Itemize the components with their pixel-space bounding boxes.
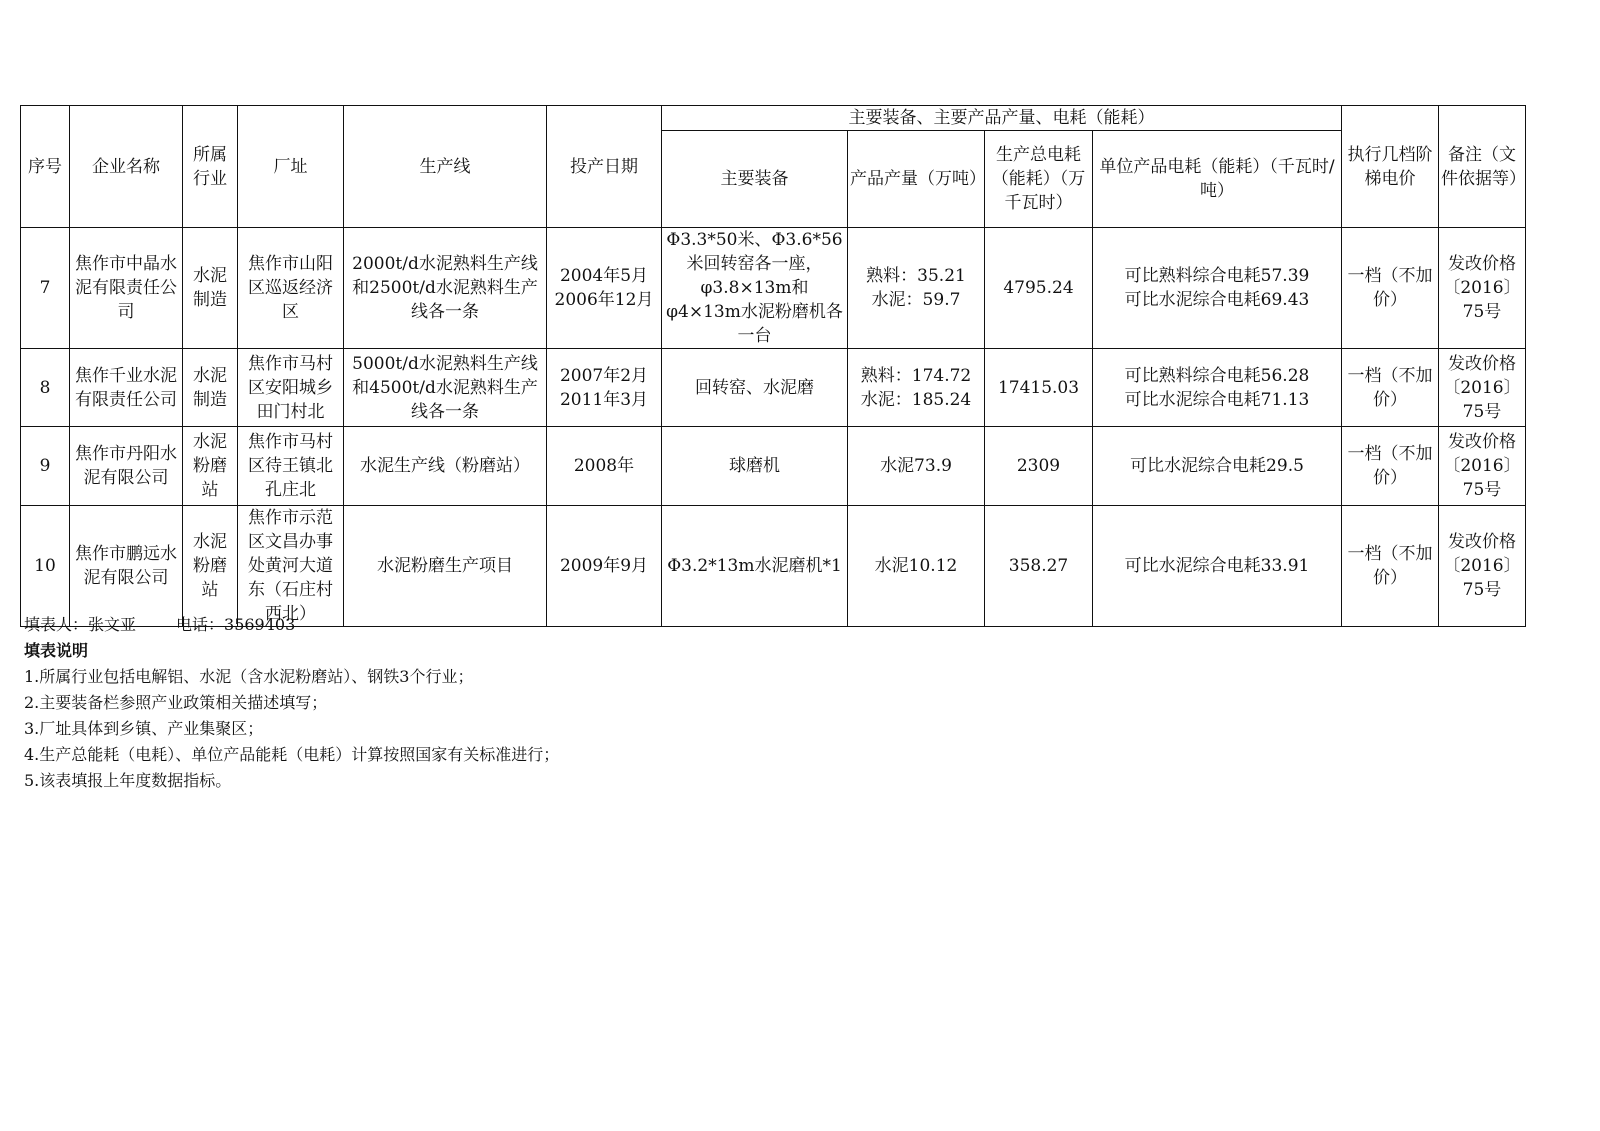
cell-industry: 水泥粉磨站 [183, 506, 238, 627]
cell-total: 358.27 [985, 506, 1093, 627]
cell-line: 水泥生产线（粉磨站） [344, 427, 547, 506]
cell-industry: 水泥制造 [183, 349, 238, 427]
cell-tier: 一档（不加价） [1342, 506, 1439, 627]
cell-seq: 7 [21, 228, 70, 349]
cell-industry: 水泥粉磨站 [183, 427, 238, 506]
cell-date: 2007年2月 2011年3月 [547, 349, 662, 427]
cell-remark: 发改价格〔2016〕75号 [1439, 427, 1526, 506]
cell-remark: 发改价格〔2016〕75号 [1439, 228, 1526, 349]
cell-industry: 水泥制造 [183, 228, 238, 349]
cell-output: 水泥73.9 [848, 427, 985, 506]
cell-date: 2004年5月 2006年12月 [547, 228, 662, 349]
cell-address: 焦作市马村区安阳城乡田门村北 [238, 349, 344, 427]
cell-unit: 可比熟料综合电耗57.39 可比水泥综合电耗69.43 [1093, 228, 1342, 349]
note-item: 4.生产总能耗（电耗）、单位产品能耗（电耗）计算按照国家有关标准进行； [24, 745, 560, 764]
cell-remark: 发改价格〔2016〕75号 [1439, 506, 1526, 627]
filler-phone: 电话：3569403 [176, 615, 296, 634]
header-output: 产品产量（万吨） [848, 131, 985, 228]
cell-line: 水泥粉磨生产项目 [344, 506, 547, 627]
cell-line: 5000t/d水泥熟料生产线和4500t/d水泥熟料生产线各一条 [344, 349, 547, 427]
cell-unit: 可比熟料综合电耗56.28 可比水泥综合电耗71.13 [1093, 349, 1342, 427]
table-row [21, 427, 1526, 506]
cell-output: 熟料：35.21 水泥：59.7 [848, 228, 985, 349]
cell-seq: 9 [21, 427, 70, 506]
cell-equipment: 回转窑、水泥磨 [662, 349, 848, 427]
cell-tier: 一档（不加价） [1342, 427, 1439, 506]
header-equipment: 主要装备 [662, 131, 848, 228]
cell-company: 焦作千业水泥有限责任公司 [70, 349, 183, 427]
cell-company: 焦作市中晶水泥有限责任公司 [70, 228, 183, 349]
header-seq: 序号 [21, 106, 70, 228]
cell-remark: 发改价格〔2016〕75号 [1439, 349, 1526, 427]
note-item: 5.该表填报上年度数据指标。 [24, 771, 232, 790]
cell-date: 2008年 [547, 427, 662, 506]
table-row [21, 349, 1526, 427]
notes-title: 填表说明 [24, 641, 89, 660]
header-address: 厂址 [238, 106, 344, 228]
header-unit: 单位产品电耗（能耗）（千瓦时/吨） [1093, 131, 1342, 228]
cell-date: 2009年9月 [547, 506, 662, 627]
header-tier: 执行几档阶梯电价 [1342, 106, 1439, 228]
cell-company: 焦作市丹阳水泥有限公司 [70, 427, 183, 506]
header-date: 投产日期 [547, 106, 662, 228]
header-industry: 所属行业 [183, 106, 238, 228]
note-item: 2.主要装备栏参照产业政策相关描述填写； [24, 693, 328, 712]
cell-output: 熟料：174.72 水泥：185.24 [848, 349, 985, 427]
filler-name: 填表人：张文亚 [24, 615, 137, 634]
table-row [21, 228, 1526, 349]
cell-seq: 10 [21, 506, 70, 627]
cell-address: 焦作市示范区文昌办事处黄河大道东（石庄村西北） [238, 506, 344, 627]
header-total: 生产总电耗（能耗）（万千瓦时） [985, 131, 1093, 228]
cell-total: 17415.03 [985, 349, 1093, 427]
header-remark: 备注（文件依据等） [1439, 106, 1526, 228]
cell-tier: 一档（不加价） [1342, 228, 1439, 349]
cell-total: 4795.24 [985, 228, 1093, 349]
data-table [20, 105, 1526, 627]
cell-seq: 8 [21, 349, 70, 427]
header-company: 企业名称 [70, 106, 183, 228]
cell-company: 焦作市鹏远水泥有限公司 [70, 506, 183, 627]
cell-equipment: Φ3.3*50米、Φ3.6*56米回转窑各一座，φ3.8×13m和φ4×13m水泥粉磨机各一台 [662, 228, 848, 349]
header-group: 主要装备、主要产品产量、电耗（能耗） [662, 106, 1342, 131]
cell-output: 水泥10.12 [848, 506, 985, 627]
cell-line: 2000t/d水泥熟料生产线和2500t/d水泥熟料生产线各一条 [344, 228, 547, 349]
cell-equipment: Φ3.2*13m水泥磨机*1 [662, 506, 848, 627]
cell-unit: 可比水泥综合电耗29.5 [1093, 427, 1342, 506]
cell-total: 2309 [985, 427, 1093, 506]
cell-tier: 一档（不加价） [1342, 349, 1439, 427]
cell-address: 焦作市马村区待王镇北孔庄北 [238, 427, 344, 506]
header-line: 生产线 [344, 106, 547, 228]
cell-address: 焦作市山阳区巡返经济区 [238, 228, 344, 349]
table-row [21, 506, 1526, 627]
note-item: 3.厂址具体到乡镇、产业集聚区； [24, 719, 264, 738]
footer-notes [24, 612, 559, 794]
cell-unit: 可比水泥综合电耗33.91 [1093, 506, 1342, 627]
cell-equipment: 球磨机 [662, 427, 848, 506]
note-item: 1.所属行业包括电解铝、水泥（含水泥粉磨站）、钢铁3个行业； [24, 667, 474, 686]
